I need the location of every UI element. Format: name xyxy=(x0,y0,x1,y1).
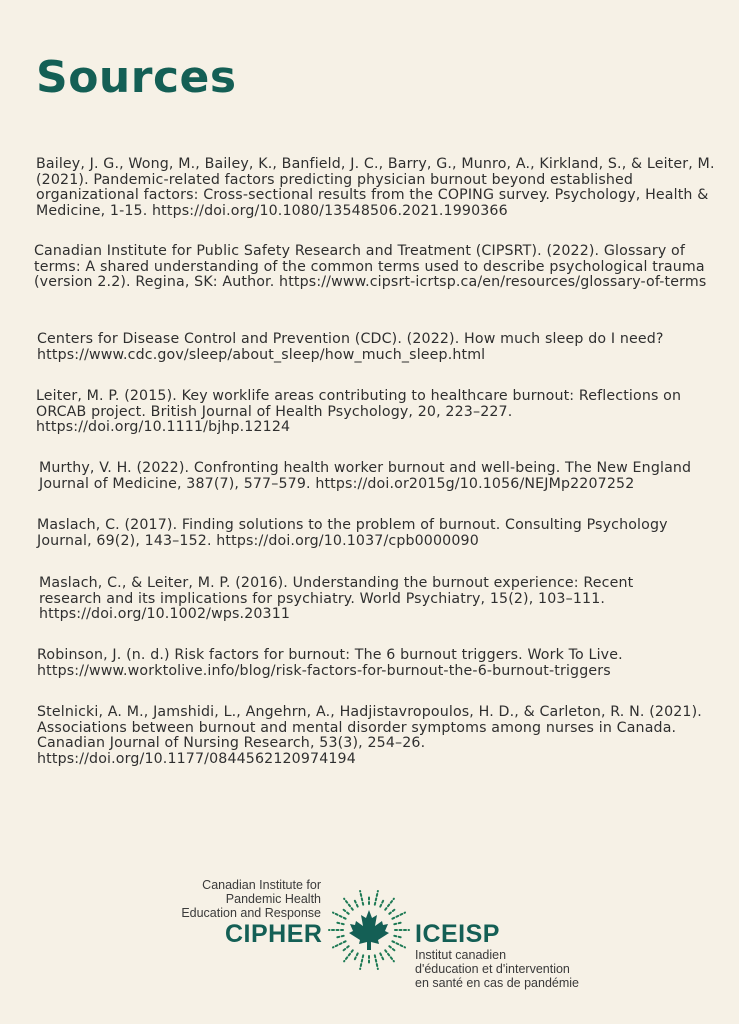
starburst-ray xyxy=(360,891,363,905)
starburst-ray xyxy=(354,899,358,906)
starburst-ray xyxy=(333,941,346,947)
reference-item: Canadian Institute for Public Safety Research and Treatment (CIPSRT). (2022). Glossary of terms: A shared understanding of the common terms used to describe psychological trauma (version 2.2). Regina, SK: Author. https://www.cipsrt-icrtsp.ca/en/resources/glossary-of-terms xyxy=(34,243,707,290)
french-organization-name: Institut canadien d'éducation et d'intervention en santé en cas de pandémie xyxy=(415,948,580,990)
starburst-ray xyxy=(389,946,395,951)
starburst-ray xyxy=(342,909,348,914)
starburst-ray xyxy=(354,953,358,960)
starburst-ray xyxy=(394,936,402,938)
starburst-ray xyxy=(342,946,348,951)
starburst-ray xyxy=(375,955,378,969)
iceisp-acronym: ICEISP xyxy=(415,920,500,948)
starburst-ray xyxy=(336,922,344,924)
starburst-ray xyxy=(385,950,394,961)
starburst-ray xyxy=(380,953,384,960)
reference-item: Robinson, J. (n. d.) Risk factors for burnout: The 6 burnout triggers. Work To Live. https://www.worktolive.info/blog/risk-factors-for-burnout-the-6-burnout-triggers xyxy=(37,647,623,679)
footer-logo xyxy=(0,868,739,998)
starburst-ray xyxy=(389,909,395,914)
page-title: Sources xyxy=(36,52,237,103)
reference-item: Leiter, M. P. (2015). Key worklife areas contributing to healthcare burnout: Reflections on ORCAB project. British Journal of Health Psychology, 20, 223–227. https://doi.org/10.1111/bjhp.12124 xyxy=(36,388,682,435)
maple-leaf-starburst-icon xyxy=(326,886,412,972)
starburst-ray xyxy=(344,950,353,961)
starburst-ray xyxy=(333,913,346,919)
reference-item: Bailey, J. G., Wong, M., Bailey, K., Banfield, J. C., Barry, G., Munro, A., Kirkland, S., & Leiter, M. (2021). Pandemic-related factors predicting physician burnout beyond established organizational factors: Cross-sectional results from the COPING survey. Psychology, Health & Medicine, 1-15. https://doi.org/10.1080/13548506.2021.1990366 xyxy=(36,156,715,219)
english-organization-name: Canadian Institute for Pandemic Health Education and Response xyxy=(181,878,321,920)
reference-item: Centers for Disease Control and Prevention (CDC). (2022). How much sleep do I need? https://www.cdc.gov/sleep/about_sleep/how_much_sleep.html xyxy=(37,331,664,363)
starburst-ray xyxy=(344,899,353,910)
starburst-ray xyxy=(360,955,363,969)
cipher-acronym: CIPHER xyxy=(225,920,323,948)
starburst-ray xyxy=(392,913,405,919)
reference-item: Maslach, C., & Leiter, M. P. (2016). Understanding the burnout experience: Recent research and its implications for psychiatry. World Psychiatry, 15(2), 103–111. https://doi.org/10.1002/wps.20311 xyxy=(39,575,634,622)
starburst-ray xyxy=(380,899,384,906)
starburst-ray xyxy=(336,936,344,938)
starburst-ray xyxy=(392,941,405,947)
reference-item: Maslach, C. (2017). Finding solutions to the problem of burnout. Consulting Psychology Journal, 69(2), 143–152. https://doi.org/10.1037/cpb0000090 xyxy=(37,517,668,549)
starburst-ray xyxy=(394,922,402,924)
starburst-ray xyxy=(375,891,378,905)
reference-item: Murthy, V. H. (2022). Confronting health worker burnout and well-being. The New England Journal of Medicine, 387(7), 577–579. https://doi.or2015g/10.1056/NEJMp2207252 xyxy=(39,460,692,492)
reference-item: Stelnicki, A. M., Jamshidi, L., Angehrn, A., Hadjistavropoulos, H. D., & Carleton, R. N. (2021). Associations between burnout and mental disorder symptoms among nurses in Canada. Canadian Journal of Nursing Research, 53(3), 254–26. https://doi.org/10.1177/0844562120974194 xyxy=(37,704,702,767)
starburst-ray xyxy=(385,899,394,910)
